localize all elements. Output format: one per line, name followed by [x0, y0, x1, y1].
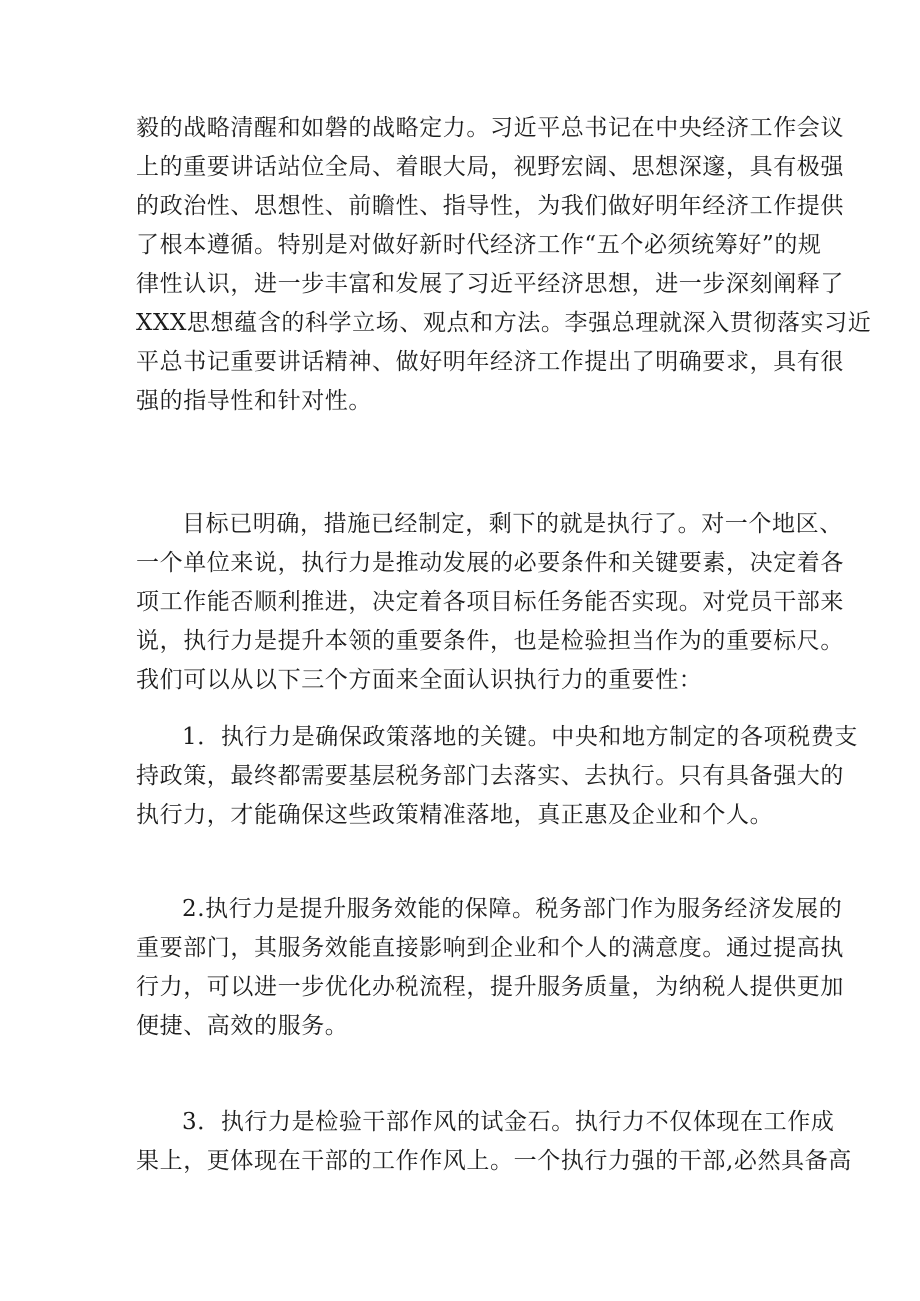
- paragraph-1: [136, 109, 872, 421]
- text-line: 律性认识，进一步丰富和发展了习近平经济思想，进一步深刻阐释了: [136, 271, 844, 297]
- text-line: 1．执行力是确保政策落地的关键。中央和地方制定的各项税费支: [182, 724, 859, 750]
- text-line: 2.执行力是提升服务效能的保障。税务部门作为服务经济发展的: [182, 896, 843, 922]
- text-line: 毅的战略清醒和如磐的战略定力。习近平总书记在中央经济工作会议: [136, 115, 844, 141]
- paragraph-4: [136, 890, 844, 1046]
- text-line: 行力，可以进一步优化办税流程，提升服务质量，为纳税人提供更加: [136, 974, 844, 1000]
- text-line: 重要部门，其服务效能直接影响到企业和个人的满意度。通过提高执: [136, 935, 844, 961]
- text-line: 3．执行力是检验干部作风的试金石。执行力不仅体现在工作成: [182, 1109, 835, 1135]
- paragraph-3: [136, 718, 859, 835]
- text-line: 我们可以从以下三个方面来全面认识执行力的重要性：: [136, 667, 703, 693]
- text-line: 的政治性、思想性、前瞻性、指导性，为我们做好明年经济工作提供: [136, 193, 844, 219]
- text-line: 目标已明确，措施已经制定，剩下的就是执行了。对一个地区、: [182, 511, 843, 537]
- paragraph-5: [136, 1103, 852, 1181]
- text-line: 持政策，最终都需要基层税务部门去落实、去执行。只有具备强大的: [136, 763, 844, 789]
- text-line: 平总书记重要讲话精神、做好明年经济工作提出了明确要求，具有很: [136, 349, 844, 375]
- text-line: 执行力，才能确保这些政策精准落地，真正惠及企业和个人。: [136, 802, 774, 828]
- text-line: 上的重要讲话站位全局、着眼大局，视野宏阔、思想深邃，具有极强: [136, 154, 844, 180]
- text-line: 了根本遵循。特别是对做好新时代经济工作“五个必须统筹好”的规: [136, 232, 822, 258]
- paragraph-2: [136, 505, 844, 700]
- text-line: 项工作能否顺利推进，决定着各项目标任务能否实现。对党员干部来: [136, 589, 844, 615]
- text-line: 便捷、高效的服务。: [136, 1013, 349, 1039]
- text-line: XXX思想蕴含的科学立场、观点和方法。李强总理就深入贯彻落实习近: [136, 310, 872, 336]
- text-line: 强的指导性和针对性。: [136, 388, 372, 414]
- text-line: 果上，更体现在干部的工作作风上。一个执行力强的干部,必然具备高: [136, 1148, 852, 1174]
- text-line: 一个单位来说，执行力是推动发展的必要条件和关键要素，决定着各: [136, 550, 844, 576]
- text-line: 说，执行力是提升本领的重要条件，也是检验担当作为的重要标尺。: [136, 628, 844, 654]
